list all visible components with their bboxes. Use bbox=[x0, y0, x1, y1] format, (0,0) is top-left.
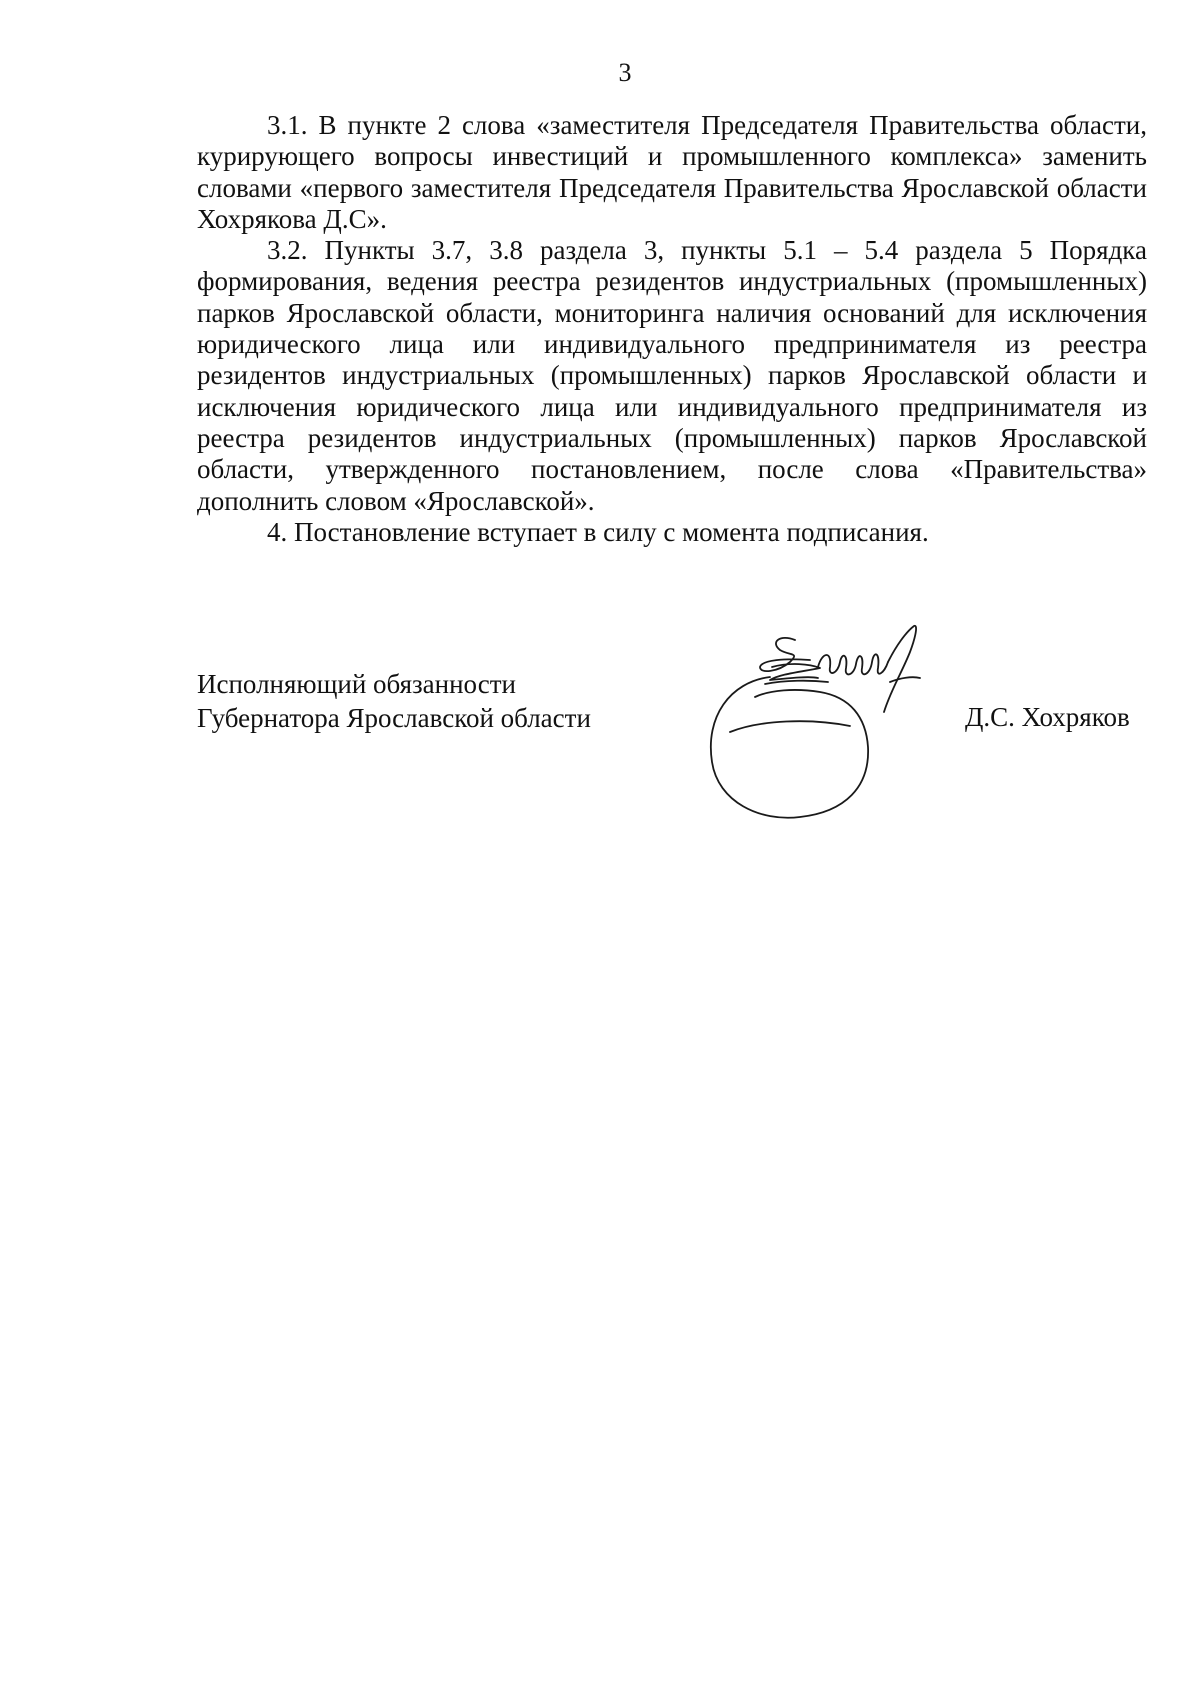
signatory-position-line-1: Исполняющий обязанности bbox=[197, 669, 516, 699]
page-number: 3 bbox=[618, 58, 632, 87]
signatory-position-line-2: Губернатора Ярославской области bbox=[197, 703, 591, 733]
signatory-position bbox=[197, 667, 591, 735]
handwritten-signature bbox=[700, 622, 960, 827]
paragraph-4: 4. Постановление вступает в силу с момента подписания. bbox=[267, 516, 929, 547]
paragraph-3-1: 3.1. В пункте 2 слова «заместителя Председателя Правительства области, курирующего вопросы инвестиций и промышленного комплекса» заменить словами «первого заместителя Председателя Правительства Ярославской области Хохрякова Д.С». bbox=[197, 110, 1147, 234]
document-body bbox=[197, 110, 1147, 548]
signatory-name: Д.С. Хохряков bbox=[965, 702, 1130, 732]
paragraph-3-2: 3.2. Пункты 3.7, 3.8 раздела 3, пункты 5.1 – 5.4 раздела 5 Порядка формирования, ведения реестра резидентов индустриальных (промышленных) парков Ярославской области, мониторинга наличия оснований для исключения юридического лица или индивидуального предпринимателя из реестра резидентов индустриальных (промышленных) парков Ярославской области и исключения юридического лица или индивидуального предпринимателя из реестра резидентов индустриальных (промышленных) парков Ярославской области, утвержденного постановлением, после слова «Правительства» дополнить словом «Ярославской». bbox=[197, 235, 1147, 516]
